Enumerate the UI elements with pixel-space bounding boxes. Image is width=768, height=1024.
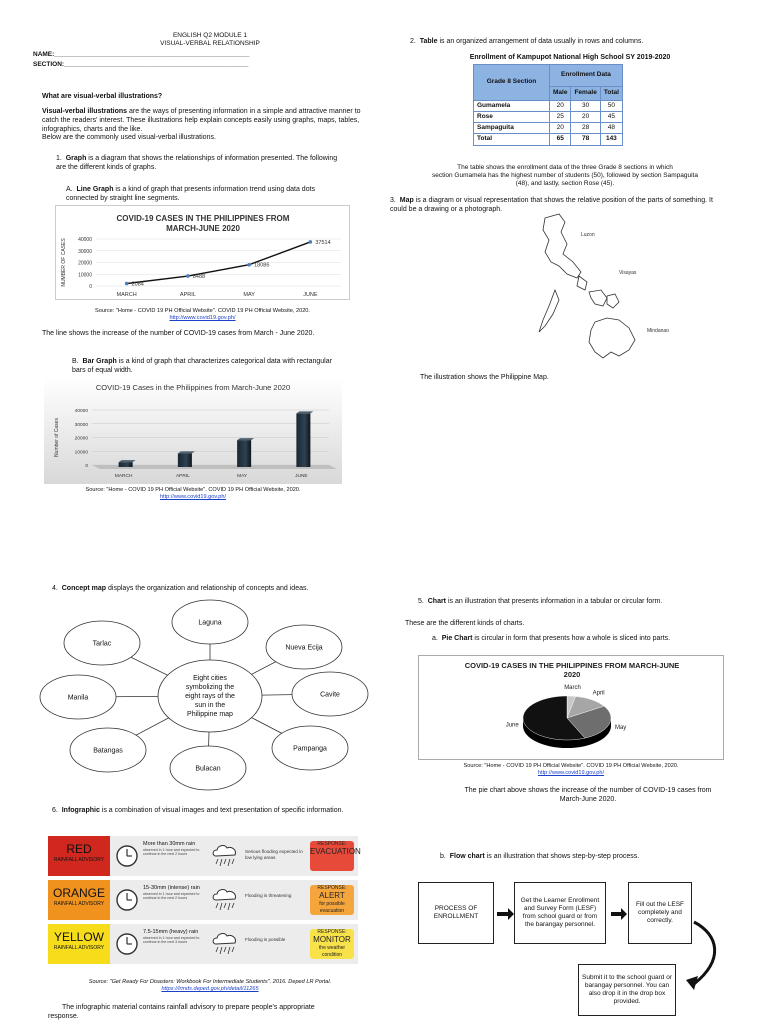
- graph-text: is a diagram that shows the relationships of information presented. The following are the different kinds of graphs.: [56, 155, 338, 171]
- row-total: 50: [600, 101, 622, 112]
- advisory-level: [48, 836, 110, 876]
- row-name: Sampaguita: [474, 123, 550, 134]
- data-label: 37514: [315, 239, 331, 246]
- line-chart: [55, 205, 350, 300]
- line-graph-source-link[interactable]: http://www.covid19.gov.ph/: [169, 314, 236, 321]
- line-graph-source-text: Source: "Home - COVID 19 PH Official Website". COVID 19 PH Official Website, 2020.: [95, 308, 310, 314]
- intro-definition: are the ways of presenting information in a simple and attractive manner to catch the readers' interest. These illustrations help explain concepts easily using graphs, maps, tables, infographics, charts and the like.: [42, 108, 361, 133]
- concept-node-label: Laguna: [198, 619, 222, 627]
- data-point: [186, 274, 190, 278]
- y-tick-label: 10000: [78, 272, 92, 279]
- x-tick-label: MARCH: [114, 474, 133, 479]
- table-row: [474, 123, 623, 134]
- graph-item: [56, 155, 346, 173]
- data-point: [247, 263, 251, 267]
- infographic-num: 6.: [52, 807, 58, 814]
- rain-amount: 15-30mm (intense) rain: [143, 885, 200, 891]
- chart-term: Chart: [427, 598, 447, 605]
- intro-below: Below are the commonly used visual-verbal illustrations.: [42, 134, 216, 142]
- flow-chart-text: is an illustration that shows step-by-step process.: [484, 853, 640, 860]
- row-female: 30: [571, 101, 600, 112]
- flood-effect: Flooding is possible: [245, 937, 286, 942]
- row-male: 20: [550, 101, 571, 112]
- response-label: RESPONSE:: [317, 885, 347, 891]
- intro-paragraph: [42, 108, 372, 143]
- pie-chart-caption-line2: March-June 2020.: [559, 795, 617, 803]
- mindanao-shape: [589, 318, 635, 358]
- advisory-level-name: RED: [66, 842, 92, 856]
- enrollment-table: [473, 64, 623, 146]
- rain-info: [143, 885, 209, 901]
- response-action: MONITOR: [313, 935, 351, 945]
- flow-box-step1: Get the Learner Enrollment and Survey Form (LESF) from school guard or from the barangay personnel.: [514, 882, 606, 944]
- table-num: 2.: [410, 38, 416, 45]
- row-male: 20: [550, 123, 571, 134]
- luzon-label: Luzon: [581, 232, 595, 238]
- x-tick-label: JUNE: [303, 292, 318, 298]
- bar: [178, 453, 192, 467]
- x-tick-label: MARCH: [116, 292, 137, 298]
- flood-effect: Flooding is threatening: [245, 893, 292, 898]
- infographic-caption-line1: The infographic material contains rainfall advisory to prepare people's appropriate: [62, 1004, 315, 1011]
- advisory-level-sub: RAINFALL ADVISORY: [53, 857, 105, 863]
- map-text: is a diagram or visual representation that shows the relative position of the parts of something. It could be a drawing or a photograph.: [390, 197, 713, 213]
- x-tick-label: JUNE: [295, 474, 308, 479]
- advisory-level: [48, 924, 110, 964]
- visayas-label: Visayas: [619, 270, 637, 276]
- row-name: Gumamela: [474, 101, 550, 112]
- bar-chart-title: COVID-19 Cases in the Philippines from March-June 2020: [95, 383, 291, 392]
- concept-node-label: Nueva Ecija: [285, 644, 323, 652]
- header-enrollment-data: Enrollment Data: [550, 65, 623, 87]
- table-row: [474, 112, 623, 123]
- bar-graph-term: Bar Graph: [82, 358, 117, 365]
- flow-chart-letter: b.: [440, 853, 446, 860]
- infographic-source: [50, 979, 370, 993]
- flow-chart-term: Flow chart: [449, 853, 485, 860]
- concept-center-text: sun in the: [194, 702, 226, 709]
- concept-center-text: Philippine map: [187, 711, 233, 718]
- advisory-row: [48, 836, 361, 876]
- module-title-line2: VISUAL-VERBAL RELATIONSHIP: [160, 40, 260, 48]
- rain-amount: More than 30mm rain: [143, 841, 196, 847]
- pie-chart-source-text: Source: "Home - COVID 19 PH Official Website". COVID 19 PH Official Website, 2020.: [463, 763, 679, 769]
- response-label: RESPONSE:: [317, 929, 347, 935]
- line-graph-text: is a kind of graph that presents information trend using data dots connected by straight line segments.: [66, 186, 316, 202]
- infographic-text: is a combination of visual images and text presentation of specific information.: [99, 807, 344, 814]
- bar-graph-source-text: Source: "Home - COVID 19 PH Official Website". COVID 19 PH Official Website, 2020.: [85, 487, 301, 493]
- pie-chart-source-link[interactable]: http://www.covid19.gov.ph/: [537, 769, 605, 776]
- response-note: the weather condition: [318, 945, 346, 958]
- advisory-row: [48, 924, 358, 964]
- chart-text: is an illustration that presents information in a tabular or circular form.: [446, 598, 663, 605]
- concept-node-label: Tarlac: [92, 640, 112, 648]
- advisory-level-name: ORANGE: [52, 886, 105, 900]
- data-point: [309, 240, 313, 244]
- pie-chart-letter: a.: [432, 635, 438, 642]
- graph-num: 1.: [56, 155, 62, 162]
- line-graph-source: [55, 308, 350, 322]
- response-action: ALERT: [319, 891, 345, 901]
- concept-node-label: Cavite: [320, 691, 340, 699]
- concept-node-label: Manila: [67, 694, 89, 702]
- pie-chart-caption: [418, 787, 758, 805]
- data-label: 18086: [254, 262, 270, 269]
- line-graph-item: [66, 186, 346, 204]
- bar-graph-source-link[interactable]: http://www.covid19.gov.ph/: [159, 493, 227, 500]
- row-male: 25: [550, 112, 571, 123]
- x-tick-label: MAY: [243, 292, 255, 298]
- map-caption: The illustration shows the Philippine Map.: [420, 374, 549, 381]
- slice-label: May: [614, 724, 627, 731]
- line-graph-term: Line Graph: [76, 186, 114, 193]
- header-total: Total: [600, 87, 622, 101]
- x-tick-label: MAY: [237, 474, 248, 479]
- map-num: 3.: [390, 197, 396, 204]
- luzon-shape: [543, 214, 581, 278]
- flood-effect: Serious flooding expected in low lying areas: [245, 849, 303, 860]
- row-total: 143: [600, 134, 622, 145]
- rain-detail: observed in 1 hour and expected to continue in the next 2 hours: [143, 847, 200, 857]
- infographic-caption: [48, 1004, 378, 1022]
- response-note: for possible evacuation: [319, 901, 345, 914]
- mindanao-label: Mindanao: [647, 328, 669, 334]
- concept-map-num: 4.: [52, 585, 58, 592]
- line-chart-title: COVID-19 CASES IN THE PHILIPPINES FROM: [116, 214, 290, 223]
- palawan-shape: [539, 290, 559, 332]
- curved-arrow-icon: [694, 922, 715, 984]
- line-graph-letter: A.: [66, 186, 73, 193]
- rain-detail: observed in 1 hour and expected to continue in the next 3 hours: [143, 935, 200, 945]
- table-term: Table: [419, 38, 438, 45]
- pie-chart-title: COVID-19 CASES IN THE PHILIPPINES FROM MARCH-JUNE: [464, 661, 680, 670]
- bar-chart: [44, 378, 342, 484]
- row-total: 48: [600, 123, 622, 134]
- y-tick-label: 30000: [78, 248, 92, 255]
- advisory-level-sub: RAINFALL ADVISORY: [53, 945, 105, 951]
- header-female: Female: [571, 87, 600, 101]
- response-badge: [310, 885, 354, 915]
- slice-label: June: [505, 722, 519, 729]
- flow-box-step3: Submit it to the school guard or barangay personnel. You can also drop it in the drop box provided.: [578, 964, 676, 1016]
- pie-chart-caption-line1: The pie chart above shows the increase of the number of COVID-19 cases from: [464, 787, 712, 794]
- mindoro-shape: [577, 276, 587, 290]
- y-tick-label: 0: [89, 284, 92, 290]
- samar-shape: [607, 294, 619, 308]
- flow-box-step2: Fill out the LESF completely and correctly.: [628, 882, 692, 944]
- response-badge: [310, 841, 361, 871]
- pie-chart: [418, 655, 724, 760]
- table-row: [474, 101, 623, 112]
- data-point: [125, 282, 129, 286]
- table-caption-line2: section Gumamela has the highest number of students (50), followed by section Sampaguita: [432, 172, 698, 180]
- table-item: [410, 38, 730, 47]
- concept-node-label: Bulacan: [195, 765, 221, 773]
- bar-graph-text: is a kind of graph that characterizes categorical data with rectangular bars of equal width.: [72, 358, 332, 374]
- line-chart-title-line2: MARCH-JUNE 2020: [166, 224, 240, 233]
- response-action: EVACUATION: [310, 847, 361, 857]
- y-tick-label: 0: [85, 464, 88, 469]
- rain-cloud-icon: [210, 842, 240, 870]
- chart-kinds: These are the different kinds of charts.: [405, 620, 525, 627]
- advisory-row: [48, 880, 358, 920]
- chart-item: [418, 598, 738, 607]
- concept-node-label: Pampanga: [293, 745, 327, 753]
- row-total: 45: [600, 112, 622, 123]
- y-tick-label: 30000: [74, 422, 88, 428]
- concept-center-text: eight rays of the: [185, 693, 235, 700]
- map-term: Map: [399, 197, 414, 204]
- clock-icon: [115, 844, 139, 868]
- intro-term: Visual-verbal illustrations: [42, 108, 128, 115]
- row-male: 65: [550, 134, 571, 145]
- row-female: 20: [571, 112, 600, 123]
- chart-num: 5.: [418, 598, 424, 605]
- y-tick-label: 40000: [74, 409, 88, 414]
- y-tick-label: 20000: [74, 436, 88, 442]
- pie-chart-source: [418, 763, 724, 777]
- concept-map-term: Concept map: [61, 585, 107, 592]
- intro-question: What are visual-verbal illustrations?: [42, 93, 163, 100]
- module-title: [120, 32, 300, 48]
- data-label: 8488: [192, 274, 206, 281]
- rain-info: [143, 929, 209, 945]
- pie-chart-term: Pie Chart: [441, 635, 473, 642]
- advisory-level: [48, 880, 110, 920]
- table-caption: [395, 164, 735, 188]
- clock-icon: [115, 888, 139, 912]
- concept-center-text: Eight cities: [193, 675, 227, 682]
- philippine-map: [515, 210, 669, 370]
- bar-graph-item: [72, 358, 342, 376]
- concept-map-text: displays the organization and relationship of concepts and ideas.: [106, 585, 309, 592]
- y-tick-label: 20000: [78, 260, 92, 267]
- table-caption-line3: (48), and lastly, section Rose (45).: [515, 180, 615, 188]
- row-female: 28: [571, 123, 600, 134]
- row-female: 78: [571, 134, 600, 145]
- arrow-right-icon: [611, 908, 627, 920]
- advisory-level-sub: RAINFALL ADVISORY: [53, 901, 105, 907]
- table-caption-line1: The table shows the enrollment data of the three Grade 8 sections in which: [457, 164, 673, 171]
- bar: [119, 462, 133, 467]
- graph-term: Graph: [65, 155, 87, 162]
- bar: [296, 413, 310, 467]
- pie-chart-text: is circular in form that presents how a whole is sliced into parts.: [472, 635, 671, 642]
- y-tick-label: 40000: [78, 237, 92, 243]
- rain-cloud-icon: [210, 886, 240, 914]
- bar-graph-letter: B.: [72, 358, 79, 365]
- advisory-level-name: YELLOW: [53, 930, 104, 944]
- row-name: Total: [474, 134, 550, 145]
- y-tick-label: 10000: [74, 450, 88, 456]
- concept-center-text: symbolizing the: [185, 684, 235, 691]
- table-title: Enrollment of Kampupot National High School SY 2019-2020: [469, 54, 671, 61]
- response-label: RESPONSE:: [317, 841, 347, 847]
- table-row-total: [474, 134, 623, 145]
- module-title-line1: ENGLISH Q2 MODULE 1: [172, 32, 248, 39]
- concept-map: [38, 600, 373, 800]
- concept-node-label: Batangas: [93, 747, 123, 755]
- infographic-item: [52, 807, 352, 816]
- bar-graph-source: [44, 487, 342, 501]
- slice-label: March: [564, 685, 581, 692]
- response-badge: [310, 929, 354, 959]
- name-field-label: NAME:______________________________________________________: [33, 51, 250, 58]
- rain-info: [143, 841, 209, 857]
- clock-icon: [115, 932, 139, 956]
- y-axis-label: NUMBER OF CASES: [61, 238, 67, 287]
- header-male: Male: [550, 87, 571, 101]
- y-axis-label: Number of Cases: [54, 418, 60, 457]
- infographic-caption-line2: response.: [48, 1012, 79, 1020]
- rain-amount: 7.5-15mm (heavy) rain: [143, 929, 199, 935]
- row-name: Rose: [474, 112, 550, 123]
- x-tick-label: APRIL: [175, 474, 190, 479]
- flow-arrows: [494, 880, 734, 1000]
- rain-detail: observed in 1 hour and expected to continue in the next 2 hours: [143, 891, 200, 901]
- visayas-shape: [589, 290, 607, 306]
- table-text: is an organized arrangement of data usually in rows and columns.: [437, 38, 644, 45]
- flow-chart-item: [440, 853, 740, 862]
- rain-cloud-icon: [210, 930, 240, 958]
- line-graph-caption: The line shows the increase of the number of COVID-19 cases from March - June 2020.: [42, 330, 315, 337]
- infographic-source-text: Source: "Get Ready For Disasters: Workbook For Intermediate Students". 2016. Deped LR Portal.: [88, 979, 332, 985]
- section-field-label: SECTION:___________________________________________________: [33, 61, 249, 68]
- flow-box-process: PROCESS OF ENROLLMENT: [418, 882, 494, 944]
- header-section: Grade 8 Section: [474, 65, 550, 101]
- slice-label: April: [592, 690, 605, 697]
- x-tick-label: APRIL: [179, 292, 196, 298]
- pie-chart-item: [432, 635, 732, 644]
- infographic-term: Infographic: [61, 807, 100, 814]
- data-label: 2084: [131, 281, 144, 288]
- infographic-source-link[interactable]: https://lrmds.deped.gov.ph/detail/11265: [161, 985, 259, 992]
- pie-chart-title-line2: 2020: [563, 670, 581, 679]
- bar: [237, 440, 251, 467]
- arrow-right-icon: [497, 908, 514, 920]
- concept-map-item: [52, 585, 372, 594]
